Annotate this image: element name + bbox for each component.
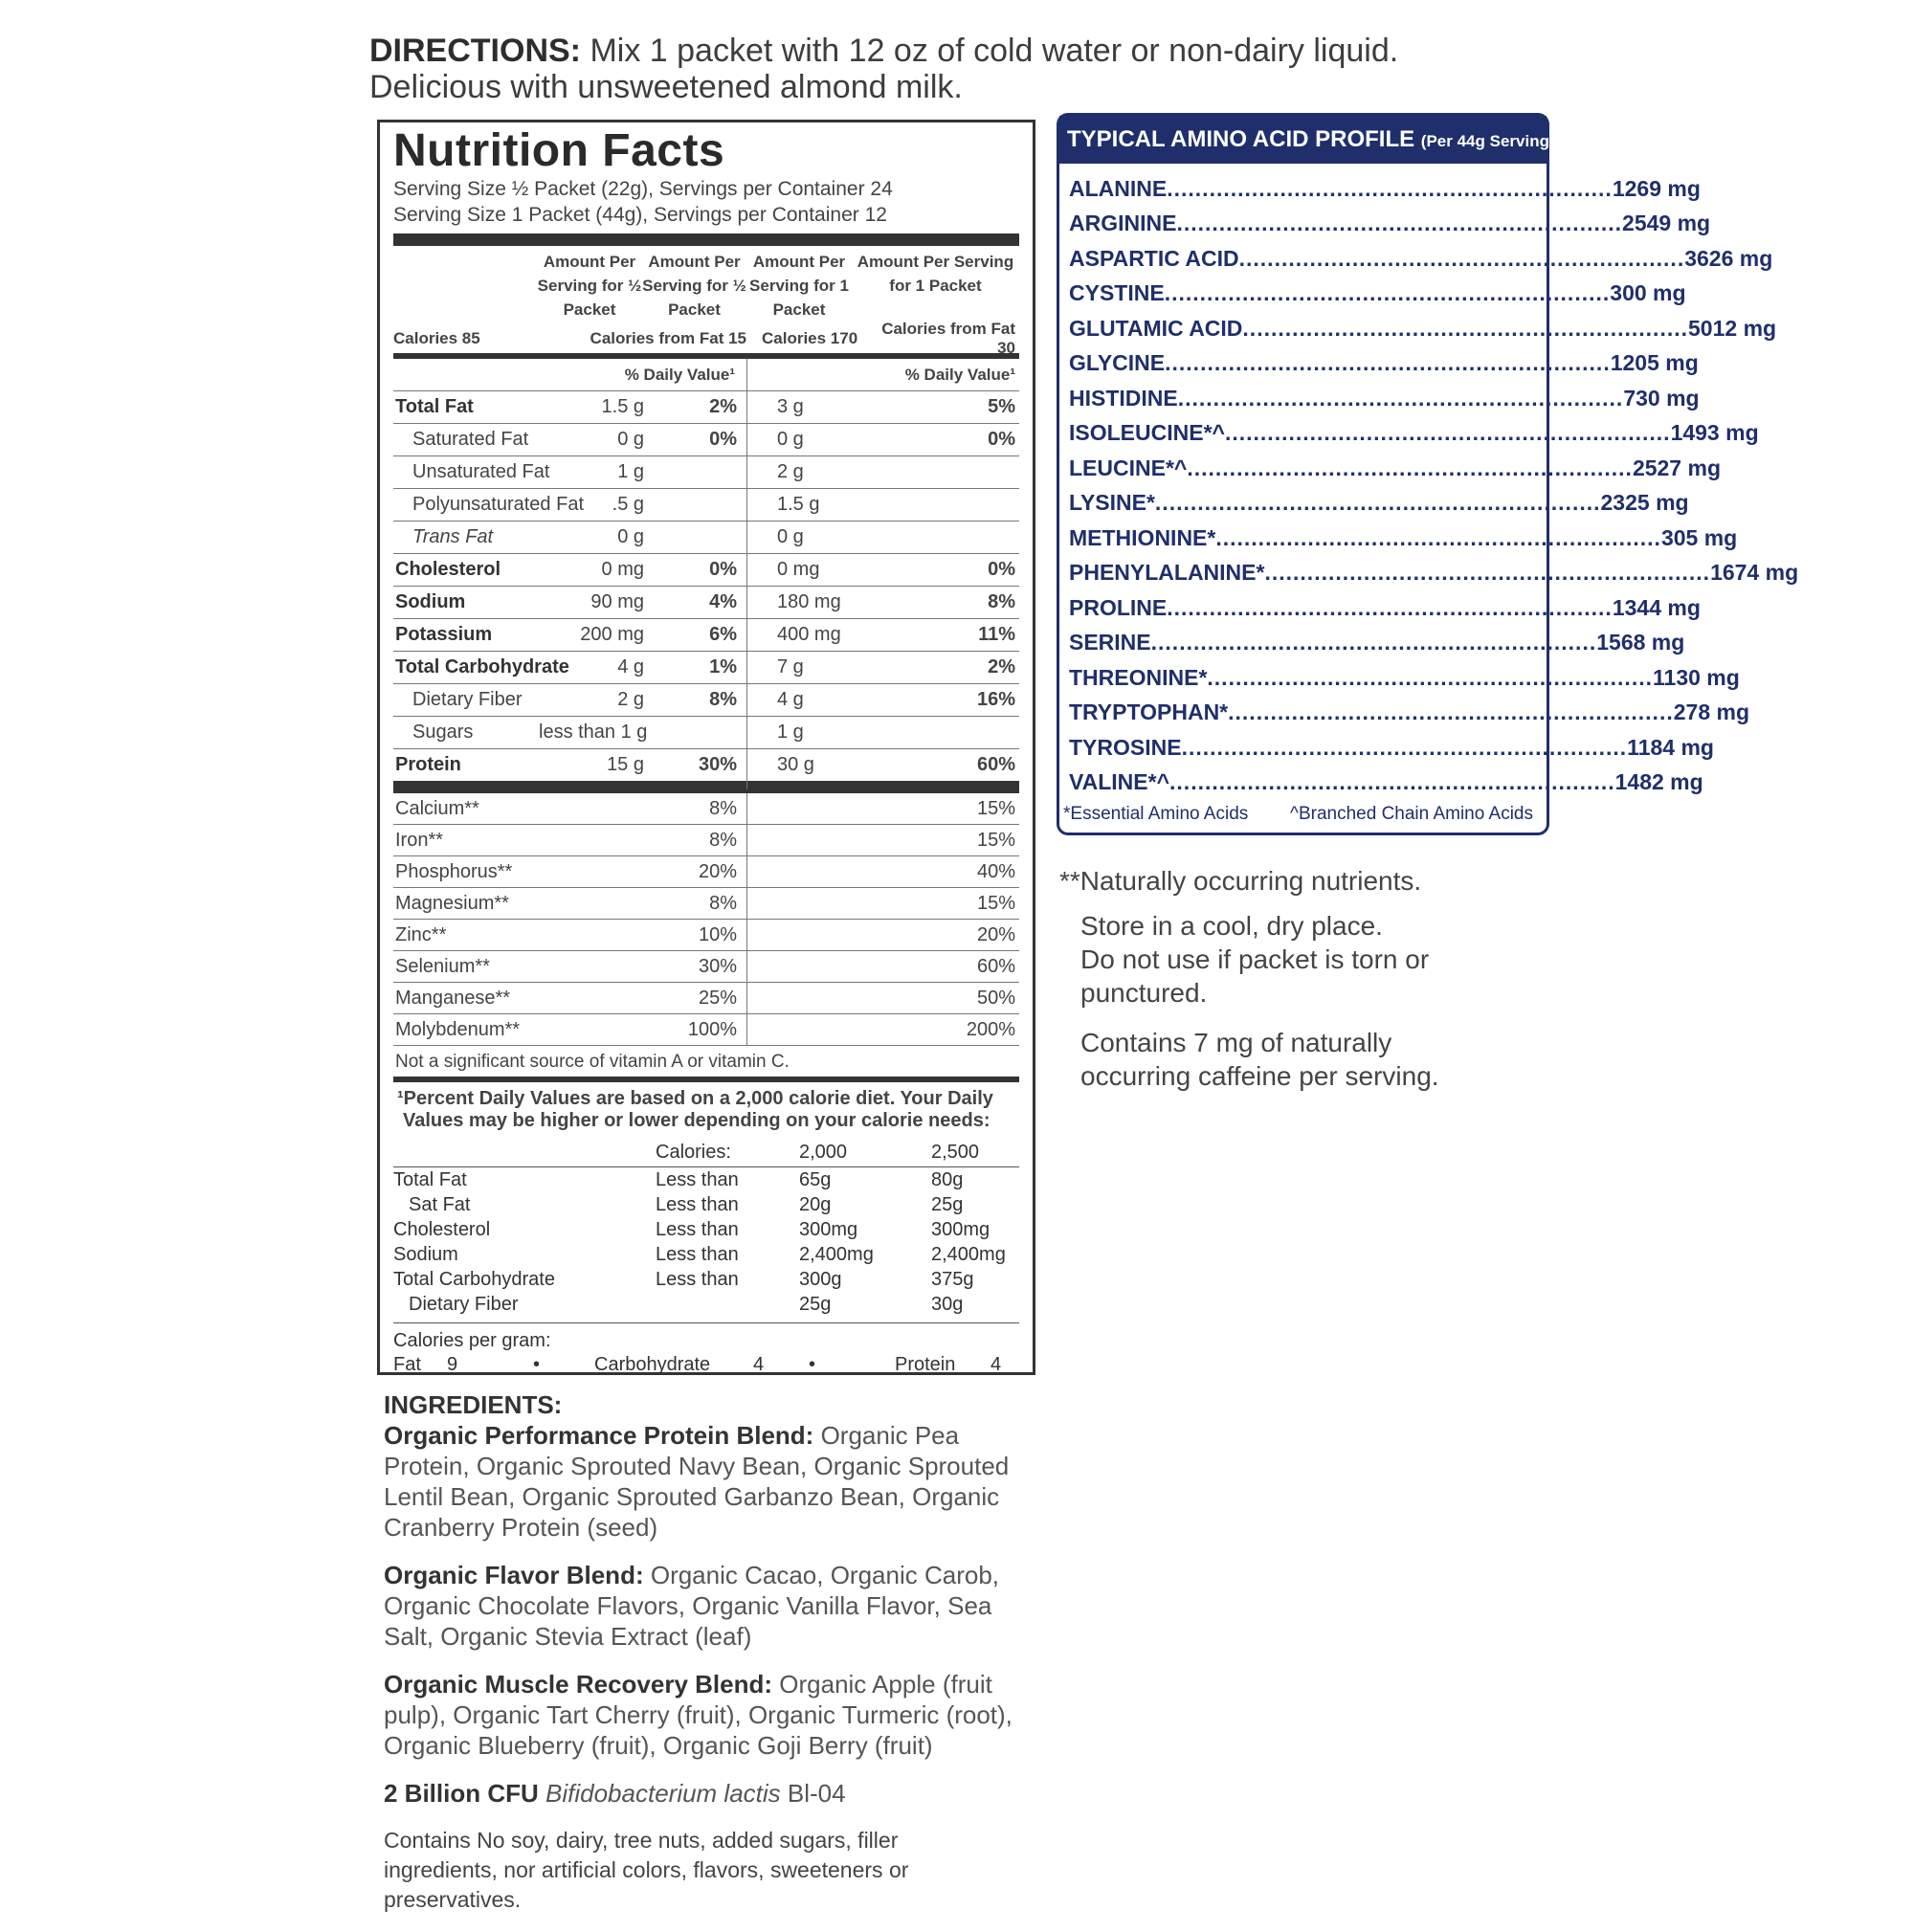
amino-acid-value: 1568 mg xyxy=(1596,630,1685,655)
dot-leader: ............................................................... xyxy=(1154,490,1601,516)
amino-acid-row xyxy=(1069,346,1699,382)
nutrient-row xyxy=(393,391,1019,424)
amino-acid-value: 1344 mg xyxy=(1612,594,1701,620)
dvt-2500: 25g xyxy=(931,1194,964,1215)
dot-leader: ............................................................... xyxy=(1176,211,1623,236)
nutrient-amount-half: less than 1 g xyxy=(539,722,648,743)
amino-acid-value: 1184 mg xyxy=(1627,734,1714,760)
cpg-fat-label: Fat xyxy=(393,1354,421,1375)
mineral-name: Zinc** xyxy=(395,923,447,945)
amino-acid-name: PHENYLALANINE* xyxy=(1069,560,1265,586)
dv-label-half: % Daily Value¹ xyxy=(624,365,735,384)
amino-acid-subtitle: (Per 44g Serving) xyxy=(1420,132,1555,150)
amino-acid-name: ASPARTIC ACID xyxy=(1069,245,1239,271)
dvt-nutrient: Total Fat xyxy=(393,1169,467,1190)
nutrient-row xyxy=(393,489,1019,522)
nutrient-amount-full: 3 g xyxy=(777,396,804,417)
nutrient-row xyxy=(393,587,1019,619)
thick-divider xyxy=(393,233,1019,246)
mineral-name: Molybdenum** xyxy=(395,1018,521,1040)
nutrient-dv-full: 8% xyxy=(988,591,1015,612)
nutrient-row xyxy=(393,522,1019,554)
mineral-name: Manganese** xyxy=(395,987,511,1009)
nutrient-dv-half: 0% xyxy=(709,559,737,580)
probiotic-name: Bifidobacterium lactis xyxy=(545,1779,781,1808)
amino-acid-value: 1130 mg xyxy=(1653,664,1740,690)
nutrient-row xyxy=(393,456,1019,489)
amino-acid-value: 1269 mg xyxy=(1612,175,1701,201)
recovery-blend xyxy=(384,1669,1015,1761)
dvt-rows xyxy=(393,1167,1019,1317)
dot-leader: ............................................................... xyxy=(1207,664,1653,690)
mineral-dv-half: 100% xyxy=(687,1018,737,1040)
nutrient-amount-full-cell xyxy=(748,754,844,776)
amino-acid-name: SERINE xyxy=(1069,630,1151,655)
nutrient-name: Sodium xyxy=(395,591,466,612)
mineral-name: Phosphorus** xyxy=(395,860,513,882)
amino-acid-value: 305 mg xyxy=(1660,524,1738,550)
nutrient-name: Total Fat xyxy=(395,396,474,417)
nutrient-amount-half: 2 g xyxy=(617,689,644,710)
dvt-limit: Less than xyxy=(656,1269,739,1290)
dvt-2500: 2,400mg xyxy=(931,1244,1006,1265)
dvt-header xyxy=(393,1140,1019,1167)
mineral-row xyxy=(393,888,1019,920)
mineral-name: Magnesium** xyxy=(395,892,509,914)
amino-acid-value: 1674 mg xyxy=(1710,560,1799,586)
nutrient-rows xyxy=(393,391,1019,781)
amino-acid-row xyxy=(1069,696,1749,731)
nutrient-dv-half: 4% xyxy=(709,591,737,612)
protein-blend xyxy=(384,1420,1015,1543)
dvt-2000: 20g xyxy=(799,1194,832,1215)
nutrient-amount-half: .5 g xyxy=(612,494,644,515)
nutrient-dv-half: 6% xyxy=(709,624,737,645)
nutrition-facts-panel xyxy=(377,120,1035,1375)
dvt-h2: 2,000 xyxy=(799,1142,848,1163)
dvt-limit: Less than xyxy=(656,1244,739,1265)
amino-acid-header xyxy=(1059,116,1555,164)
nutrient-amount-full-cell xyxy=(748,591,844,613)
nutrient-row xyxy=(393,619,1019,652)
nutrient-dv-half: 0% xyxy=(709,429,737,450)
amino-acid-row xyxy=(1069,416,1759,452)
col-head-4: Amount Per Serving for 1 Packet xyxy=(857,253,1014,295)
dvt-2000: 2,400mg xyxy=(799,1244,874,1265)
mineral-dv-half: 8% xyxy=(709,829,737,851)
amino-acid-name: HISTIDINE xyxy=(1069,385,1178,411)
directions-line2: Delicious with unsweetened almond milk. xyxy=(369,69,963,105)
amino-acid-value: 1482 mg xyxy=(1614,769,1703,795)
nutrient-dv-full: 0% xyxy=(988,429,1015,450)
cpg-bullet-1: • xyxy=(533,1354,541,1375)
nutrient-amount-full: 4 g xyxy=(777,689,804,710)
amino-acid-row xyxy=(1069,241,1773,277)
nutrient-amount-full-cell xyxy=(748,722,844,744)
directions-line1: Mix 1 packet with 12 oz of cold water or non-dairy liquid. xyxy=(590,33,1399,69)
amino-acid-name: LYSINE* xyxy=(1069,490,1155,516)
amino-acid-name: METHIONINE* xyxy=(1069,524,1216,550)
amino-acid-row xyxy=(1069,486,1689,522)
nutrient-amount-full-cell xyxy=(748,624,844,646)
mineral-rows xyxy=(393,793,1019,1046)
dvt-nutrient: Total Carbohydrate xyxy=(393,1269,555,1290)
nutrient-dv-full: 11% xyxy=(978,624,1015,645)
nutrient-dv-half: 1% xyxy=(709,656,737,677)
mineral-dv-full: 200% xyxy=(966,1018,1015,1040)
dot-leader: ............................................................... xyxy=(1224,420,1671,446)
amino-acid-row xyxy=(1069,451,1721,486)
dot-leader: ............................................................... xyxy=(1242,315,1689,341)
nutrient-name: Cholesterol xyxy=(395,559,501,580)
nutrient-amount-full: 1 g xyxy=(777,722,804,743)
column-divider xyxy=(746,359,747,789)
amino-acid-value: 2527 mg xyxy=(1632,455,1721,480)
nutrient-amount-half: 200 mg xyxy=(580,624,644,645)
daily-value-table xyxy=(393,1140,1019,1317)
nutrient-dv-half: 30% xyxy=(698,754,737,775)
amino-acid-row xyxy=(1069,381,1700,416)
nutrient-name: Unsaturated Fat xyxy=(412,461,550,482)
nutrient-dv-half: 2% xyxy=(709,396,737,417)
amino-acid-name: PROLINE xyxy=(1069,594,1168,620)
mineral-dv-full: 15% xyxy=(976,797,1015,819)
cpg-carb-value: 4 xyxy=(753,1354,765,1375)
amino-acid-name: ISOLEUCINE*^ xyxy=(1069,420,1225,446)
serving-size-half: Serving Size ½ Packet (22g), Servings per Container 24 xyxy=(393,178,893,200)
nutrient-amount-full-cell xyxy=(748,461,844,483)
amino-acid-name: TRYPTOPHAN* xyxy=(1069,700,1229,725)
mineral-column-divider xyxy=(746,793,747,1046)
dvt-row xyxy=(393,1192,1019,1217)
nutrient-amount-half: 0 g xyxy=(617,526,644,547)
mineral-row xyxy=(393,856,1019,888)
mineral-dv-full: 60% xyxy=(976,955,1015,977)
dvt-limit: Less than xyxy=(656,1219,739,1240)
mineral-dv-half: 25% xyxy=(698,987,737,1009)
probiotic-label: 2 Billion CFU xyxy=(384,1779,539,1808)
pct-note-line1: ¹Percent Daily Values are based on a 2,000 calorie diet. Your Daily xyxy=(397,1088,993,1109)
dot-leader: ............................................................... xyxy=(1150,630,1597,655)
amino-acid-name: ALANINE xyxy=(1069,175,1168,201)
nutrient-amount-half: 90 mg xyxy=(590,591,644,612)
cpg-carb-label: Carbohydrate xyxy=(594,1354,711,1375)
storage-note-1: Store in a cool, dry place. xyxy=(1080,911,1383,941)
nutrient-amount-half: 1 g xyxy=(617,461,644,482)
amino-acid-name: GLYCINE xyxy=(1069,350,1166,376)
amino-acid-name: TYROSINE xyxy=(1069,734,1182,760)
col-head-3: Amount Per Serving for 1 Packet xyxy=(749,253,849,319)
mineral-dv-half: 30% xyxy=(698,955,737,977)
calories-per-gram xyxy=(393,1323,1019,1377)
nutrient-grid xyxy=(393,359,1019,1046)
caffeine-note-2: occurring caffeine per serving. xyxy=(1080,1061,1439,1091)
amino-acid-list xyxy=(1059,164,1799,800)
ingredients xyxy=(384,1389,1015,1932)
mineral-dv-full: 40% xyxy=(976,860,1015,882)
flavor-blend xyxy=(384,1560,1015,1652)
nutrient-amount-full-cell xyxy=(748,429,844,451)
nutrient-name: Saturated Fat xyxy=(412,429,529,450)
mineral-row xyxy=(393,1014,1019,1046)
nutrient-dv-full: 5% xyxy=(988,396,1015,417)
calories-full: Calories 170 xyxy=(762,329,858,347)
nutrient-name: Sugars xyxy=(412,722,474,743)
amino-acid-row xyxy=(1069,730,1714,766)
dvt-2000: 300g xyxy=(799,1269,842,1290)
mineral-row xyxy=(393,983,1019,1014)
dvt-h3: 2,500 xyxy=(931,1142,980,1163)
dvt-nutrient: Dietary Fiber xyxy=(409,1294,519,1315)
amino-acid-value: 5012 mg xyxy=(1688,315,1777,341)
dot-leader: ............................................................... xyxy=(1187,455,1633,480)
directions xyxy=(369,33,1518,105)
amino-acid-value: 2325 mg xyxy=(1600,490,1689,516)
cal-fat-full: Calories from Fat 30 xyxy=(881,320,1015,357)
amino-acid-row xyxy=(1069,311,1777,346)
dvt-h0 xyxy=(393,1140,656,1165)
nutrient-amount-half: 1.5 g xyxy=(601,396,644,417)
amino-acid-value: 2549 mg xyxy=(1622,211,1711,236)
dvt-nutrient: Sodium xyxy=(393,1244,458,1265)
dvt-row xyxy=(393,1217,1019,1242)
amino-acid-name: LEUCINE*^ xyxy=(1069,455,1188,480)
probiotic-strain: Bl-04 xyxy=(787,1779,846,1808)
mineral-row xyxy=(393,825,1019,856)
amino-acid-row xyxy=(1069,590,1701,626)
protein-blend-text: Organic Pea Protein, Organic Sprouted Navy Bean, Organic Sprouted Lentil Bean, Organic Sprouted Garbanzo Bean, Organic Cranberry Protein (seed) xyxy=(384,1421,1010,1542)
nutrient-row xyxy=(393,684,1019,717)
cpg-bullet-2: • xyxy=(809,1354,816,1375)
flavor-blend-label: Organic Flavor Blend: xyxy=(384,1561,644,1589)
dvt-nutrient: Sat Fat xyxy=(409,1194,471,1215)
nutrient-amount-half: 15 g xyxy=(607,754,644,775)
nutrient-name: Polyunsaturated Fat xyxy=(412,494,584,515)
cpg-fat-value: 9 xyxy=(447,1354,458,1375)
dot-leader: ............................................................... xyxy=(1177,385,1624,411)
amino-acid-name: CYSTINE xyxy=(1069,280,1165,306)
nutrient-amount-full-cell xyxy=(748,689,844,711)
nutrient-amount-half: 4 g xyxy=(617,656,644,677)
amino-acid-name: VALINE*^ xyxy=(1069,769,1170,795)
dvt-limit xyxy=(656,1292,799,1317)
nutrition-facts-title: Nutrition Facts xyxy=(393,125,725,176)
dvt-row xyxy=(393,1167,1019,1192)
dvt-2500: 375g xyxy=(931,1269,974,1290)
daily-value-header xyxy=(393,359,1019,391)
storage-note-2: Do not use if packet is torn or punctured. xyxy=(1080,944,1430,1008)
dot-leader: ............................................................... xyxy=(1167,175,1613,201)
dvt-2000: 25g xyxy=(799,1294,832,1315)
dot-leader: ............................................................... xyxy=(1165,350,1611,376)
mineral-dv-half: 20% xyxy=(698,860,737,882)
mineral-name: Selenium** xyxy=(395,955,490,977)
mineral-dv-half: 8% xyxy=(709,892,737,914)
dvt-2500: 30g xyxy=(931,1294,964,1315)
amino-acid-row xyxy=(1069,171,1701,207)
amino-acid-row xyxy=(1069,207,1711,242)
amino-acid-value: 3626 mg xyxy=(1684,245,1773,271)
dvt-limit: Less than xyxy=(656,1194,739,1215)
amino-acid-row xyxy=(1069,626,1685,661)
nutrient-name: Trans Fat xyxy=(412,526,494,547)
nutrient-amount-full: 400 mg xyxy=(777,624,841,645)
not-significant-note: Not a significant source of vitamin A or vitamin C. xyxy=(395,1052,790,1072)
amino-acid-title: TYPICAL AMINO ACID PROFILE xyxy=(1067,126,1415,152)
amino-acid-row xyxy=(1069,556,1799,591)
nutrient-row xyxy=(393,554,1019,587)
dvt-h1: Calories: xyxy=(656,1142,731,1163)
dvt-2000: 65g xyxy=(799,1169,832,1190)
nutrient-dv-full: 60% xyxy=(976,754,1015,775)
amino-acid-row xyxy=(1069,277,1686,312)
dot-leader: ............................................................... xyxy=(1228,700,1674,725)
dvt-row xyxy=(393,1242,1019,1267)
amino-acid-value: 730 mg xyxy=(1623,385,1700,411)
cpg-protein-label: Protein xyxy=(895,1354,956,1375)
nutrient-amount-full-cell xyxy=(748,396,844,418)
percent-daily-note xyxy=(393,1082,1019,1140)
amino-acid-name: THREONINE* xyxy=(1069,664,1208,690)
side-notes xyxy=(1059,864,1557,1093)
nutrient-name: Total Carbohydrate xyxy=(395,656,569,677)
nutrient-amount-full-cell xyxy=(748,559,844,581)
dvt-2000: 300mg xyxy=(799,1219,858,1240)
nutrient-name: Dietary Fiber xyxy=(412,689,523,710)
nutrient-amount-full: 1.5 g xyxy=(777,494,820,515)
amino-acid-value: 1493 mg xyxy=(1670,420,1759,446)
nutrient-amount-half: 0 mg xyxy=(601,559,644,580)
mineral-name: Calcium** xyxy=(395,797,479,819)
probiotic xyxy=(384,1778,1015,1809)
amino-acid-value: 1205 mg xyxy=(1610,350,1699,376)
dvt-nutrient: Cholesterol xyxy=(393,1219,491,1240)
nutrient-amount-full: 0 g xyxy=(777,429,804,450)
dot-leader: ............................................................... xyxy=(1169,769,1615,795)
mineral-dv-full: 50% xyxy=(976,987,1015,1009)
nutrient-row xyxy=(393,424,1019,456)
amino-acid-value: 278 mg xyxy=(1673,700,1749,725)
cpg-protein-value: 4 xyxy=(990,1354,1002,1375)
naturally-occurring-note: **Naturally occurring nutrients. xyxy=(1059,866,1422,896)
cpg-values xyxy=(393,1353,1019,1377)
nutrient-dv-full: 2% xyxy=(988,656,1015,677)
nutrient-name: Potassium xyxy=(395,624,493,645)
dot-leader: ............................................................... xyxy=(1164,280,1611,306)
cal-fat-half: Calories from Fat 15 xyxy=(590,329,746,347)
recovery-blend-text: Organic Apple (fruit pulp), Organic Tart Cherry (fruit), Organic Turmeric (root), Organic Blueberry (fruit), Organic Goji Berry (fruit) xyxy=(384,1670,1013,1760)
nutrient-amount-full-cell xyxy=(748,494,844,516)
essential-note: *Essential Amino Acids xyxy=(1063,804,1249,824)
amino-acid-row xyxy=(1069,660,1740,696)
calories-row xyxy=(393,320,1019,357)
mineral-dv-full: 20% xyxy=(976,923,1015,945)
mineral-row xyxy=(393,920,1019,951)
nutrient-row xyxy=(393,652,1019,684)
dot-leader: ............................................................... xyxy=(1181,734,1628,760)
dvt-row xyxy=(393,1267,1019,1292)
nutrient-name: Protein xyxy=(395,754,461,775)
amino-acid-name: ARGININE xyxy=(1069,211,1177,236)
nutrient-amount-full: 30 g xyxy=(777,754,814,775)
directions-label: DIRECTIONS: xyxy=(369,33,581,69)
nutrient-amount-full: 180 mg xyxy=(777,591,841,612)
protein-blend-label: Organic Performance Protein Blend: xyxy=(384,1421,814,1450)
nutrient-amount-full-cell xyxy=(748,526,844,548)
ingredients-title: INGREDIENTS: xyxy=(384,1390,563,1419)
mineral-name: Iron** xyxy=(395,829,444,851)
amino-acid-row xyxy=(1069,766,1703,801)
calories-half: Calories 85 xyxy=(393,329,480,347)
dvt-row xyxy=(393,1292,1019,1317)
mineral-dv-full: 15% xyxy=(976,892,1015,914)
dv-label-full: % Daily Value¹ xyxy=(904,365,1015,384)
nutrient-row xyxy=(393,749,1019,781)
nutrient-amount-full: 0 g xyxy=(777,526,804,547)
mineral-row xyxy=(393,951,1019,983)
nutrient-row xyxy=(393,717,1019,749)
dot-leader: ............................................................... xyxy=(1167,594,1613,620)
cpg-label: Calories per gram: xyxy=(393,1330,551,1351)
nutrient-amount-half: 0 g xyxy=(617,429,644,450)
dvt-2500: 300mg xyxy=(931,1219,990,1240)
amino-acid-name: GLUTAMIC ACID xyxy=(1069,315,1243,341)
dot-leader: ............................................................... xyxy=(1215,524,1661,550)
nutrient-dv-half: 8% xyxy=(709,689,737,710)
dot-leader: ............................................................... xyxy=(1238,245,1685,271)
mineral-row xyxy=(393,793,1019,825)
amino-acid-panel xyxy=(1057,113,1799,835)
contains-statement: Contains No soy, dairy, tree nuts, added sugars, filler ingredients, nor artificial colors, flavors, sweeteners or preservatives. xyxy=(384,1828,909,1912)
thick-divider-minerals xyxy=(393,781,1019,793)
column-headers xyxy=(393,246,1019,324)
mineral-block xyxy=(393,793,1019,1046)
mineral-dv-half: 8% xyxy=(709,797,737,819)
dvt-limit: Less than xyxy=(656,1169,739,1190)
flavor-blend-text: Organic Cacao, Organic Carob, Organic Chocolate Flavors, Organic Vanilla Flavor, Sea Salt, Organic Stevia Extract (leaf) xyxy=(384,1561,1000,1651)
bcaa-note: ^Branched Chain Amino Acids xyxy=(1290,804,1533,824)
nutrient-dv-full: 16% xyxy=(976,689,1015,710)
nutrient-amount-full-cell xyxy=(748,656,844,678)
amino-acid-value: 300 mg xyxy=(1610,280,1686,306)
recovery-blend-label: Organic Muscle Recovery Blend: xyxy=(384,1670,773,1699)
serving-size-full: Serving Size 1 Packet (44g), Servings per Container 12 xyxy=(393,204,887,226)
amino-acid-row xyxy=(1069,521,1738,556)
mineral-dv-half: 10% xyxy=(698,923,737,945)
col-head-2: Amount Per Serving for ½ Packet xyxy=(642,253,746,319)
nutrient-amount-full: 0 mg xyxy=(777,559,820,580)
nutrient-amount-full: 7 g xyxy=(777,656,804,677)
mineral-dv-full: 15% xyxy=(976,829,1015,851)
nutrient-amount-full: 2 g xyxy=(777,461,804,482)
dot-leader: ............................................................... xyxy=(1264,560,1711,586)
amino-acid-footnotes xyxy=(1059,800,1547,825)
pct-note-line2: Values may be higher or lower depending on your calorie needs: xyxy=(403,1110,990,1131)
dvt-2500: 80g xyxy=(931,1169,964,1190)
col-head-1: Amount Per Serving for ½ Packet xyxy=(537,253,642,319)
nutrient-dv-full: 0% xyxy=(988,559,1015,580)
caffeine-note-1: Contains 7 mg of naturally xyxy=(1080,1028,1392,1057)
